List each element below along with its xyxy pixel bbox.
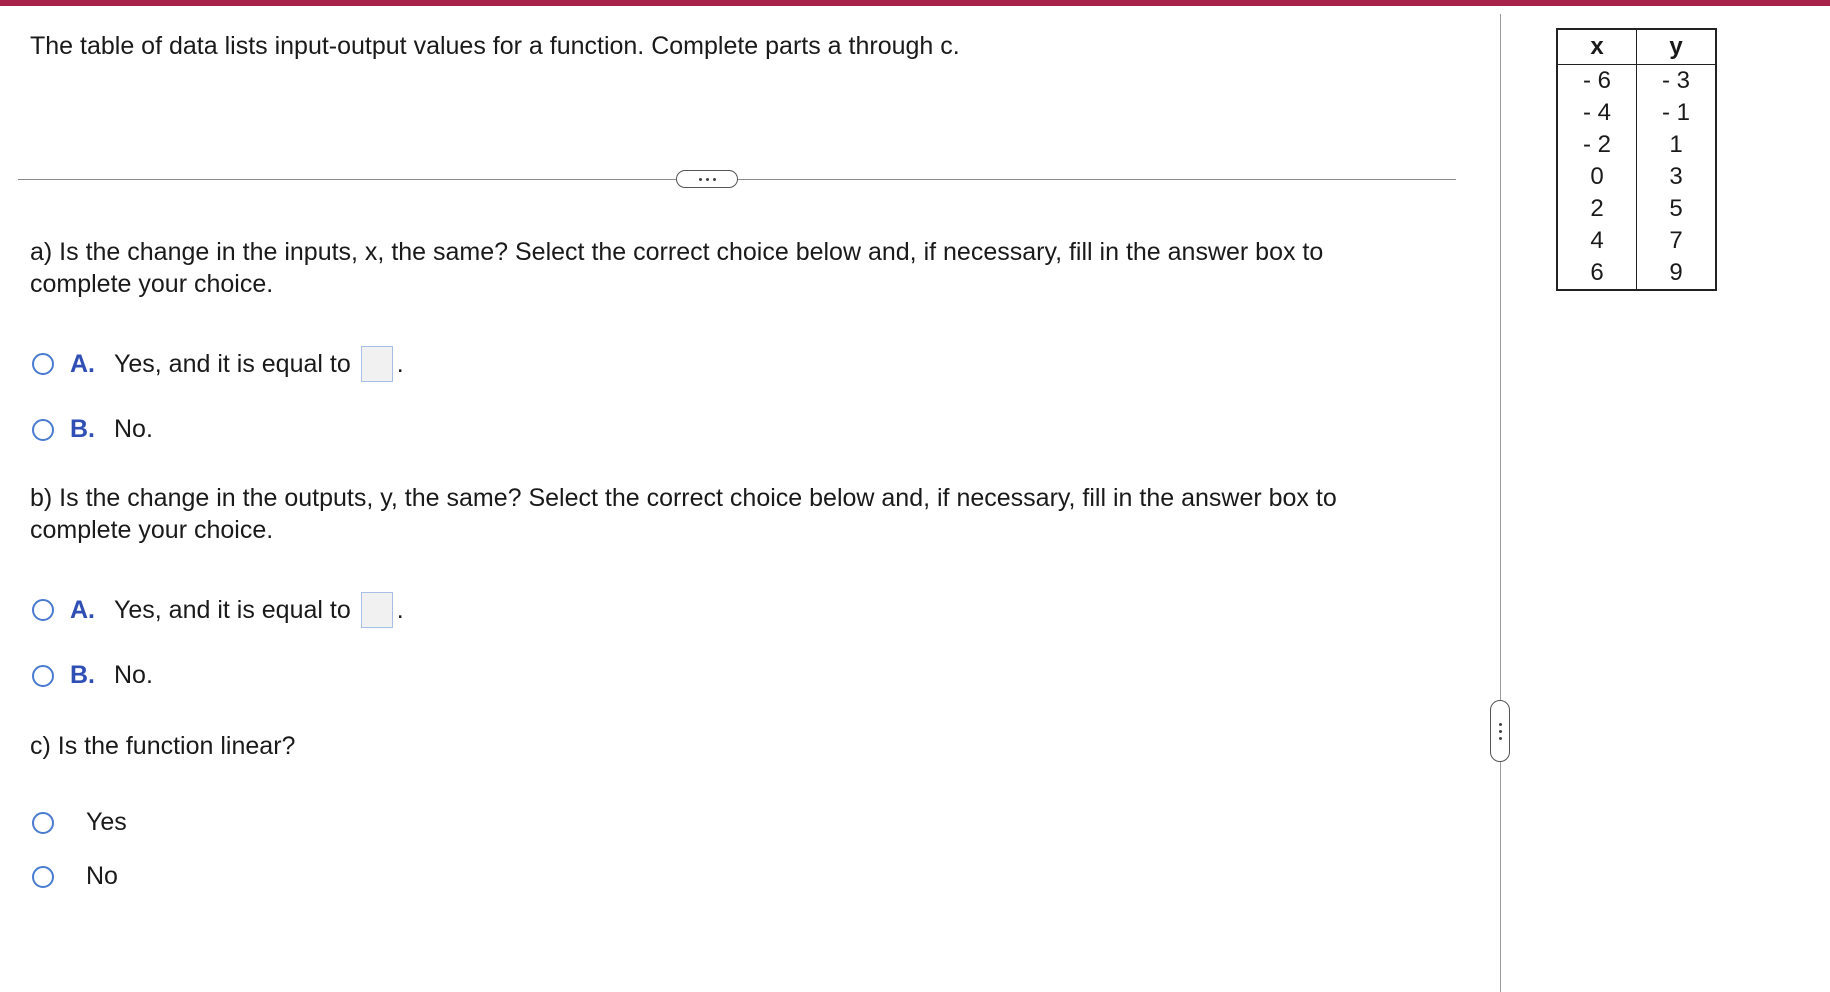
- radio-button[interactable]: [32, 866, 54, 888]
- grip-dot-icon: [1499, 723, 1502, 726]
- y-cell: 1: [1637, 129, 1717, 161]
- choice-suffix: .: [396, 595, 404, 624]
- radio-button[interactable]: [32, 665, 54, 687]
- expand-more-button[interactable]: [676, 170, 738, 188]
- y-cell: - 3: [1637, 65, 1717, 98]
- column-header-y: y: [1637, 29, 1717, 65]
- table-row: [1557, 65, 1716, 98]
- table-row: [1557, 193, 1716, 225]
- x-cell: - 6: [1557, 65, 1637, 98]
- pane-splitter: [1500, 14, 1501, 992]
- choice-letter: B.: [70, 415, 95, 443]
- ellipsis-dot-icon: [713, 178, 716, 181]
- choice-letter: A.: [70, 595, 95, 624]
- radio-button[interactable]: [32, 419, 54, 441]
- table-row: [1557, 225, 1716, 257]
- answer-box[interactable]: [361, 346, 393, 382]
- choice-suffix: .: [396, 349, 404, 378]
- y-cell: - 1: [1637, 97, 1717, 129]
- x-cell: 4: [1557, 225, 1637, 257]
- x-cell: - 4: [1557, 97, 1637, 129]
- part-c-question: c) Is the function linear?: [30, 732, 296, 760]
- question-pane: [0, 6, 1480, 992]
- grip-dot-icon: [1499, 730, 1502, 733]
- answer-box[interactable]: [361, 592, 393, 628]
- table-header-row: [1557, 29, 1716, 65]
- part-c-choice-yes[interactable]: [32, 808, 127, 837]
- table-row: [1557, 257, 1716, 290]
- choice-text: Yes, and it is equal to: [114, 595, 351, 624]
- question-intro: The table of data lists input-output values for a function. Complete parts a through c.: [30, 32, 960, 60]
- choice-letter: B.: [70, 661, 95, 689]
- table-row: [1557, 161, 1716, 193]
- data-table: [1556, 28, 1717, 291]
- part-c-choice-no[interactable]: [32, 862, 118, 891]
- choice-text: No.: [114, 661, 153, 689]
- choice-letter: A.: [70, 349, 95, 378]
- grip-dot-icon: [1499, 737, 1502, 740]
- ellipsis-dot-icon: [699, 178, 702, 181]
- table-row: [1557, 129, 1716, 161]
- part-b-question: b) Is the change in the outputs, y, the same? Select the correct choice below and, if necessary, fill in the answer box to complete your choice.: [30, 484, 1337, 544]
- x-cell: - 2: [1557, 129, 1637, 161]
- choice-text: No.: [114, 415, 153, 443]
- choice-text: Yes, and it is equal to: [114, 349, 351, 378]
- ellipsis-dot-icon: [706, 178, 709, 181]
- splitter-handle[interactable]: [1490, 700, 1510, 762]
- part-b-choice-a[interactable]: [32, 592, 404, 628]
- radio-button[interactable]: [32, 599, 54, 621]
- part-a-question: a) Is the change in the inputs, x, the same? Select the correct choice below and, if necessary, fill in the answer box to complete your choice.: [30, 238, 1324, 298]
- x-cell: 2: [1557, 193, 1637, 225]
- x-cell: 0: [1557, 161, 1637, 193]
- y-cell: 5: [1637, 193, 1717, 225]
- y-cell: 9: [1637, 257, 1717, 290]
- y-cell: 3: [1637, 161, 1717, 193]
- choice-text: No: [86, 862, 118, 890]
- part-a-choice-b[interactable]: [32, 415, 153, 444]
- radio-button[interactable]: [32, 353, 54, 375]
- y-cell: 7: [1637, 225, 1717, 257]
- choice-text: Yes: [86, 808, 127, 836]
- part-a-choice-a[interactable]: [32, 346, 404, 382]
- radio-button[interactable]: [32, 812, 54, 834]
- x-cell: 6: [1557, 257, 1637, 290]
- part-b-choice-b[interactable]: [32, 661, 153, 690]
- column-header-x: x: [1557, 29, 1637, 65]
- table-row: [1557, 97, 1716, 129]
